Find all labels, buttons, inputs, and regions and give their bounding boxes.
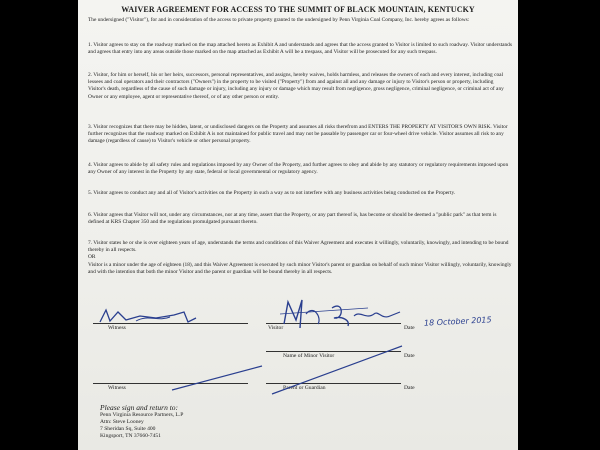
return-address-line-2: Attn: Steve Looney: [100, 419, 144, 425]
return-address-line-1: Penn Virginia Resource Partners, L.P: [100, 412, 184, 418]
guardian-strike-line: [268, 340, 408, 400]
second-witness-label: Witness: [108, 385, 126, 391]
clause-7: 7. Visitor states he or she is over eighteen years of age, understands the terms and conditions of this Waiver Agreement and executes it willingly, voluntarily, knowingly, and intending to be bound thereby in all respects. OR Visitor is a minor under the age of eighteen (18), and this Waiver Agreement is executed by such minor Visitor's parent or guardian on behalf of such minor Visitor willingly, voluntarily, knowingly and with the intention that both the minor Visitor and the parent or guardian will be bound thereby in all respects.: [88, 240, 512, 275]
parent-date-label: Date: [404, 385, 415, 391]
clause-4: 4. Visitor agrees to abide by all safety rules and regulations imposed by any Owner of the Property, and further agrees to obey and abide by any statutory or regulatory requirements imposed upon any Owner of any interest in the Property by any state, federal or local governmental or regulatory agency.: [88, 162, 509, 176]
witness-signature: [96, 306, 206, 328]
handwritten-date: 18 October 2015: [423, 315, 492, 328]
return-address-line-3: 7 Sheridan Sq, Suite 400: [100, 426, 156, 432]
return-heading: Please sign and return to:: [100, 403, 179, 412]
clause-5: 5. Visitor agrees to conduct any and all of Visitor's activities on the Property in such a way as to not interfere with any business activities being conducted on the Property.: [88, 190, 456, 196]
witness-label: Witness: [108, 325, 126, 331]
document-title: WAIVER AGREEMENT FOR ACCESS TO THE SUMMIT OF BLACK MOUNTAIN, KENTUCKY: [121, 5, 475, 14]
clause-6: 6. Visitor agrees that Visitor will not, under any circumstances, nor at any time, assert that the Property, or any part thereof is, has become or should be deemed a "public park" as that term is defined at KRS Chapter 350 and the regulations promulgated pursuant thereto.: [88, 212, 497, 226]
visitor-signature: [278, 294, 408, 332]
clause-3: 3. Visitor recognizes that there may be hidden, latent, or undisclosed dangers on the Property and assumes all risks therefrom and ENTERS THE PROPERTY AT VISITOR'S OWN RISK. Visitor further recognizes that the roadway marked on Exhibit A is not maintained for public travel and may not be passable by passenger car or four-wheel drive vehicle. Visitor assumes all risk to any damage (regardless of cause) to Visitor's vehicle or other personal property.: [88, 124, 508, 145]
clause-2: 2. Visitor, for him or herself, his or her heirs, successors, personal representatives, and assigns, hereby waives, holds harmless, and releases the owners of each and every interest, including coal lessees and coal operators and their contractors ("Owners") in the property to be visited ("Property") from and against all and any damage or injury to Visitor's person or property, including Visitor's death, regardless of the cause of such damage or injury, including any injury or damage which may result from negligence, gross negligence, criminal negligence, or criminal act of any Owner or any employee, agent or representative thereof, or of any other person or entity.: [88, 72, 504, 100]
intro-paragraph: The undersigned ("Visitor"), for and in consideration of the access to private property granted to the undersigned by Penn Virginia Coal Company, Inc. hereby agrees as follows:: [88, 17, 470, 23]
minor-visitor-label: Name of Minor Visitor: [283, 353, 335, 359]
visitor-label: Visitor: [268, 325, 284, 331]
waiver-document: [78, 0, 518, 450]
clause-1: 1. Visitor agrees to stay on the roadway marked on the map attached hereto as Exhibit A and understands and agrees that the access granted to Visitor is limited to such roadway. Visitor understands and agrees that entry into any areas outside those marked on the map attached as Exhibit A will be a trespass, and Visitor will be prosecuted for any such trespass.: [88, 42, 512, 56]
date-label: Date: [404, 325, 415, 331]
minor-date-label: Date: [404, 353, 415, 359]
parent-guardian-label: Parent or Guardian: [283, 385, 326, 391]
witness-strike-line: [168, 362, 268, 394]
return-address-line-4: Kingsport, TN 37660-7451: [100, 433, 161, 439]
